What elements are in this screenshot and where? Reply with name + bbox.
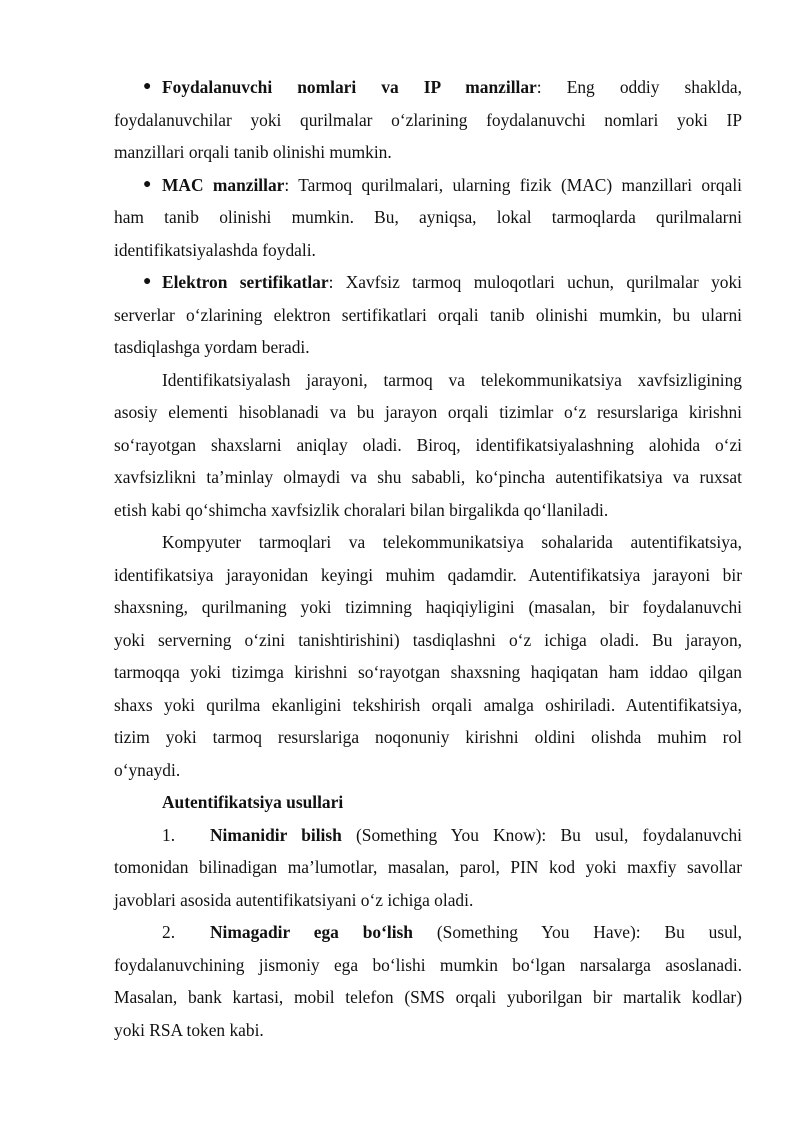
item-title: Nimagadir ega bo‘lish [210,922,413,942]
paragraph-line: identifikatsiya jarayonidan keyingi muhim qadamdir. Autentifikatsiya jarayoni bir [114,564,742,585]
paragraph-line: tizim yoki tarmoq resurslariga noqonuniy kirishni oldini olishda muhim rol [114,727,742,747]
bullet-item [114,266,742,364]
numbered-line: tomonidan bilinadigan ma’lumotlar, masalan, parol, PIN kod yoki maxfiy savollar [114,857,742,877]
numbered-line: Masalan, bank kartasi, mobil telefon (SMS orqali yuborilgan bir martalik kodlar) [114,987,742,1007]
bullet-item [114,169,742,267]
bullet-line: serverlar o‘zlarining elektron sertifikatlari orqali tanib olinishi mumkin, bu ularni [114,304,742,325]
bullet-title: Foydalanuvchi nomlari va IP manzillar [162,77,537,97]
item-title: Nimanidir bilish [210,824,342,845]
paragraph-line: o‘ynaydi. [114,759,181,780]
bullet-line: foydalanuvchilar yoki qurilmalar o‘zlarining foydalanuvchi nomlari yoki IP [114,109,742,130]
bullet-line [114,266,742,299]
bullet-text: : Xavfsiz tarmoq muloqotlari uchun, qurilmalar yoki [328,272,742,292]
paragraph [114,364,742,527]
bullet-text: : Tarmoq qurilmalari, ularning fizik (MAC) manzillari orqali [284,174,742,195]
item-text: (Something You Have): Bu usul, [412,922,742,942]
bullet-dot-icon: ● [143,79,152,94]
bullet-dot-icon: ● [143,176,152,192]
paragraph-line: shaxs yoki qurilma ekanligini tekshirish orqali amalga oshiriladi. Autentifikatsiya, [114,694,742,715]
paragraph-line: Identifikatsiyalash jarayoni, tarmoq va telekommunikatsiya xavfsizligining [162,369,742,390]
item-number: 1. [162,824,176,845]
section-heading: Autentifikatsiya usullari [162,792,344,812]
item-text: (Something You Know): Bu usul, foydalanuvchi [341,824,742,845]
item-number: 2. [162,922,176,942]
paragraph-line: so‘rayotgan shaxslarni aniqlay oladi. Biroq, identifikatsiyalashning alohida o‘zi [114,434,742,455]
paragraph-line: asosiy elementi hisoblanadi va bu jarayon orqali tizimlar o‘z resurslariga kirishni [114,402,742,422]
paragraph-line: xavfsizlikni ta’minlay olmaydi va shu sababli, ko‘pincha autentifikatsiya va ruxsat [114,467,742,487]
numbered-item [114,819,742,917]
paragraph [114,526,742,786]
bullet-line: ham tanib olinishi mumkin. Bu, ayniqsa, lokal tarmoqlarda qurilmalarni [114,207,742,227]
bullet-title: Elektron sertifikatlar [162,272,329,292]
paragraph-line: tarmoqqa yoki tizimga kirishni so‘rayotgan shaxsning haqiqatan ham iddao qilgan [114,662,742,682]
bullet-dot-icon: ● [143,274,152,289]
paragraph-line: shaxsning, qurilmaning yoki tizimning haqiqiyligini (masalan, bir foydalanuvchi [114,597,742,617]
paragraph-line: etish kabi qo‘shimcha xavfsizlik choralari bilan birgalikda qo‘llaniladi. [114,499,609,520]
numbered-line: javoblari asosida autentifikatsiyani o‘z ichiga oladi. [114,889,474,910]
bullet-text: : Eng oddiy shaklda, [536,77,742,97]
bullet-line: tasdiqlashga yordam beradi. [114,337,310,357]
bullet-line: identifikatsiyalashda foydali. [114,239,316,260]
numbered-item [114,916,742,1046]
numbered-line [114,819,742,852]
paragraph-line: Kompyuter tarmoqlari va telekommunikatsiya sohalarida autentifikatsiya, [162,532,742,552]
bullet-line: manzillari orqali tanib olinishi mumkin. [114,142,392,162]
paragraph-line: yoki serverning o‘zini tanishtirishini) tasdiqlashni o‘z ichiga oladi. Bu jarayon, [114,629,742,650]
document-page [114,71,742,1046]
bullet-line [114,169,742,202]
numbered-line: yoki RSA token kabi. [114,1019,264,1040]
bullet-line [114,71,742,104]
numbered-line [114,916,742,949]
bullet-title: MAC manzillar [162,174,285,195]
numbered-line: foydalanuvchining jismoniy ega bo‘lishi mumkin bo‘lgan narsalarga asoslanadi. [114,954,742,975]
bullet-item [114,71,742,169]
